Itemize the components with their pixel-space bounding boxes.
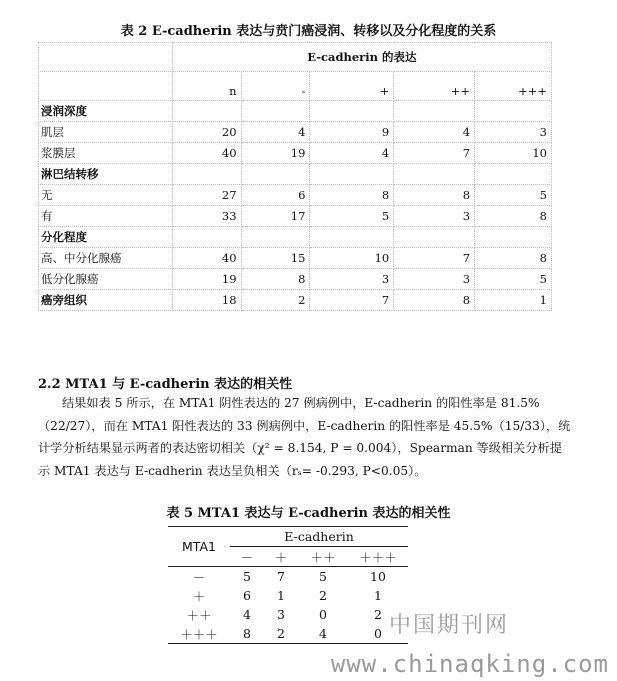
section-heading: 2.2 MTA1 与 E-cadherin 表达的相关性 xyxy=(38,377,293,392)
table2-col-header: ++ xyxy=(394,72,475,101)
table2-cell: 3 xyxy=(394,269,475,290)
table2-row xyxy=(39,290,552,311)
table2-cell xyxy=(310,101,394,122)
table2-cell xyxy=(172,101,241,122)
table2-caption: 表 2 E-cadherin 表达与贲门癌浸润、转移以及分化程度的关系 xyxy=(120,24,497,39)
table2-row-label: 分化程度 xyxy=(39,227,173,248)
table5-cell: 0 xyxy=(348,624,408,644)
table2-cell xyxy=(241,164,310,185)
table2-row xyxy=(39,143,552,164)
table5-row xyxy=(168,624,408,644)
table5-cell: 2 xyxy=(374,607,382,622)
table2-cell: 10 xyxy=(475,143,552,164)
table5-cell: 6 xyxy=(243,588,251,603)
table2-corner xyxy=(39,43,173,72)
table2-cell: 3 xyxy=(394,206,475,227)
table5-cell: 10 xyxy=(370,569,386,584)
paragraph-line: 计学分析结果显示两者的表达密切相关（χ² = 8.154, P = 0.004），Spearman 等级相关分析提 xyxy=(38,441,562,455)
table2-row xyxy=(39,101,552,122)
table2-row-label: 高、中分化腺癌 xyxy=(39,248,173,269)
table2-cell xyxy=(310,164,394,185)
table2-cell: 8 xyxy=(394,290,475,311)
table2-cell xyxy=(172,164,241,185)
table2-cell: 2 xyxy=(241,290,310,311)
table5-col-header: － xyxy=(230,547,264,567)
table2-cell: 8 xyxy=(310,185,394,206)
table2-cell xyxy=(241,101,310,122)
table5-row-label: ＋ xyxy=(192,588,206,604)
table5-row-label: ＋＋＋ xyxy=(168,624,230,644)
table2-cell: 7 xyxy=(394,248,475,269)
table2-row xyxy=(39,269,552,290)
table2-cell: 5 xyxy=(310,206,394,227)
table2-cell: 4 xyxy=(394,122,475,143)
table5-cell: 2 xyxy=(319,588,327,603)
table2-cell: 4 xyxy=(310,143,394,164)
table5 xyxy=(168,526,408,644)
table2-cell: 19 xyxy=(241,143,310,164)
table2-col-header: +++ xyxy=(475,72,552,101)
table5-cell: 1 xyxy=(374,588,382,603)
table2-cell: 8 xyxy=(394,185,475,206)
table2-cell: 20 xyxy=(172,122,241,143)
watermark-text: 中国期刊网 xyxy=(388,613,509,638)
table2-cell: 9 xyxy=(310,122,394,143)
table2-group-header: E-cadherin 的表达 xyxy=(172,43,551,72)
table5-cell: 0 xyxy=(319,607,327,622)
table2-header-blank xyxy=(39,72,173,101)
paragraph-line: （22/27），而在 MTA1 阳性表达的 33 例病例中，E-cadherin 的阳性率是 45.5%（15/33），统 xyxy=(38,418,571,433)
table2-cell: 33 xyxy=(172,206,241,227)
table5-row-header: MTA1 xyxy=(168,527,230,567)
watermark-url: www.chinaqking.com xyxy=(330,650,609,678)
table2-row xyxy=(39,206,552,227)
table2-cell: 6 xyxy=(241,185,310,206)
table2-cell xyxy=(310,227,394,248)
table2-row-label: 淋巴结转移 xyxy=(39,164,173,185)
table2-col-header: n xyxy=(172,72,241,101)
table2-cell: 40 xyxy=(172,143,241,164)
table5-col-header: ＋＋ xyxy=(298,547,348,567)
table5-col-header: ＋＋＋ xyxy=(348,547,408,567)
table2-cell: 3 xyxy=(310,269,394,290)
table5-row xyxy=(168,567,408,587)
table2-cell: 8 xyxy=(475,206,552,227)
table2-row xyxy=(39,122,552,143)
table2-cell xyxy=(394,101,475,122)
table2-col-header: + xyxy=(310,72,394,101)
paragraph-line: 示 MTA1 表达与 E-cadherin 表达呈负相关（rₛ= -0.293, P<0.05）。 xyxy=(38,463,427,478)
table5-cell: 2 xyxy=(264,624,298,644)
table5-row xyxy=(168,605,408,624)
table2-cell xyxy=(475,227,552,248)
table2-cell: 4 xyxy=(241,122,310,143)
table2-cell: 18 xyxy=(172,290,241,311)
table5-row-label: ＋＋ xyxy=(186,607,212,623)
table2-cell: 1 xyxy=(475,290,552,311)
table2-row-label: 浆膜层 xyxy=(39,143,173,164)
table2-cell: 10 xyxy=(310,248,394,269)
table5-cell: 4 xyxy=(298,624,348,644)
table5-cell: 4 xyxy=(243,607,251,622)
table2-cell: 40 xyxy=(172,248,241,269)
body-paragraph xyxy=(38,392,578,482)
table2-row-label: 低分化腺癌 xyxy=(39,269,173,290)
table2-cell xyxy=(475,101,552,122)
table5-cell: 1 xyxy=(277,588,285,603)
table2-body xyxy=(39,101,552,311)
table2-cell: 8 xyxy=(241,269,310,290)
table2-cell: 5 xyxy=(475,269,552,290)
table5-cell: 3 xyxy=(277,607,285,622)
table2-cell: 3 xyxy=(475,122,552,143)
table5-col-header: ＋ xyxy=(264,547,298,567)
paragraph-line: 结果如表 5 所示，在 MTA1 阴性表达的 27 例病例中，E-cadherin 的阳性率是 81.5% xyxy=(62,396,540,410)
table2-col-header: - xyxy=(241,72,310,101)
table2-row xyxy=(39,185,552,206)
table5-cell: 5 xyxy=(243,569,251,584)
table5-body xyxy=(168,567,408,644)
table5-cell: 7 xyxy=(277,569,285,584)
table2-row xyxy=(39,164,552,185)
table2-cell xyxy=(172,227,241,248)
table2-row-label: 无 xyxy=(39,185,173,206)
table2-row-label: 浸润深度 xyxy=(39,101,173,122)
table5-cell: 8 xyxy=(230,624,264,644)
table2-cell xyxy=(394,164,475,185)
table2-cell: 17 xyxy=(241,206,310,227)
table2-cell: 8 xyxy=(475,248,552,269)
table2-row xyxy=(39,227,552,248)
table5-row-label: － xyxy=(192,569,206,585)
table2-row xyxy=(39,248,552,269)
table5-row xyxy=(168,586,408,605)
table2 xyxy=(38,42,552,311)
table2-cell: 19 xyxy=(172,269,241,290)
table2-cell: 27 xyxy=(172,185,241,206)
table2-cell xyxy=(394,227,475,248)
table2-cell xyxy=(475,164,552,185)
table2-cell: 15 xyxy=(241,248,310,269)
table2-cell: 7 xyxy=(394,143,475,164)
table5-group-header: E-cadherin xyxy=(230,527,408,547)
table2-row-label: 肌层 xyxy=(39,122,173,143)
table5-container xyxy=(168,526,408,644)
table2-cell: 5 xyxy=(475,185,552,206)
table2-cell: 7 xyxy=(310,290,394,311)
table5-cell: 5 xyxy=(319,569,327,584)
table5-caption: 表 5 MTA1 表达与 E-cadherin 表达的相关性 xyxy=(166,506,451,521)
table2-cell xyxy=(241,227,310,248)
table2-row-label: 有 xyxy=(39,206,173,227)
table2-row-label: 癌旁组织 xyxy=(39,290,173,311)
